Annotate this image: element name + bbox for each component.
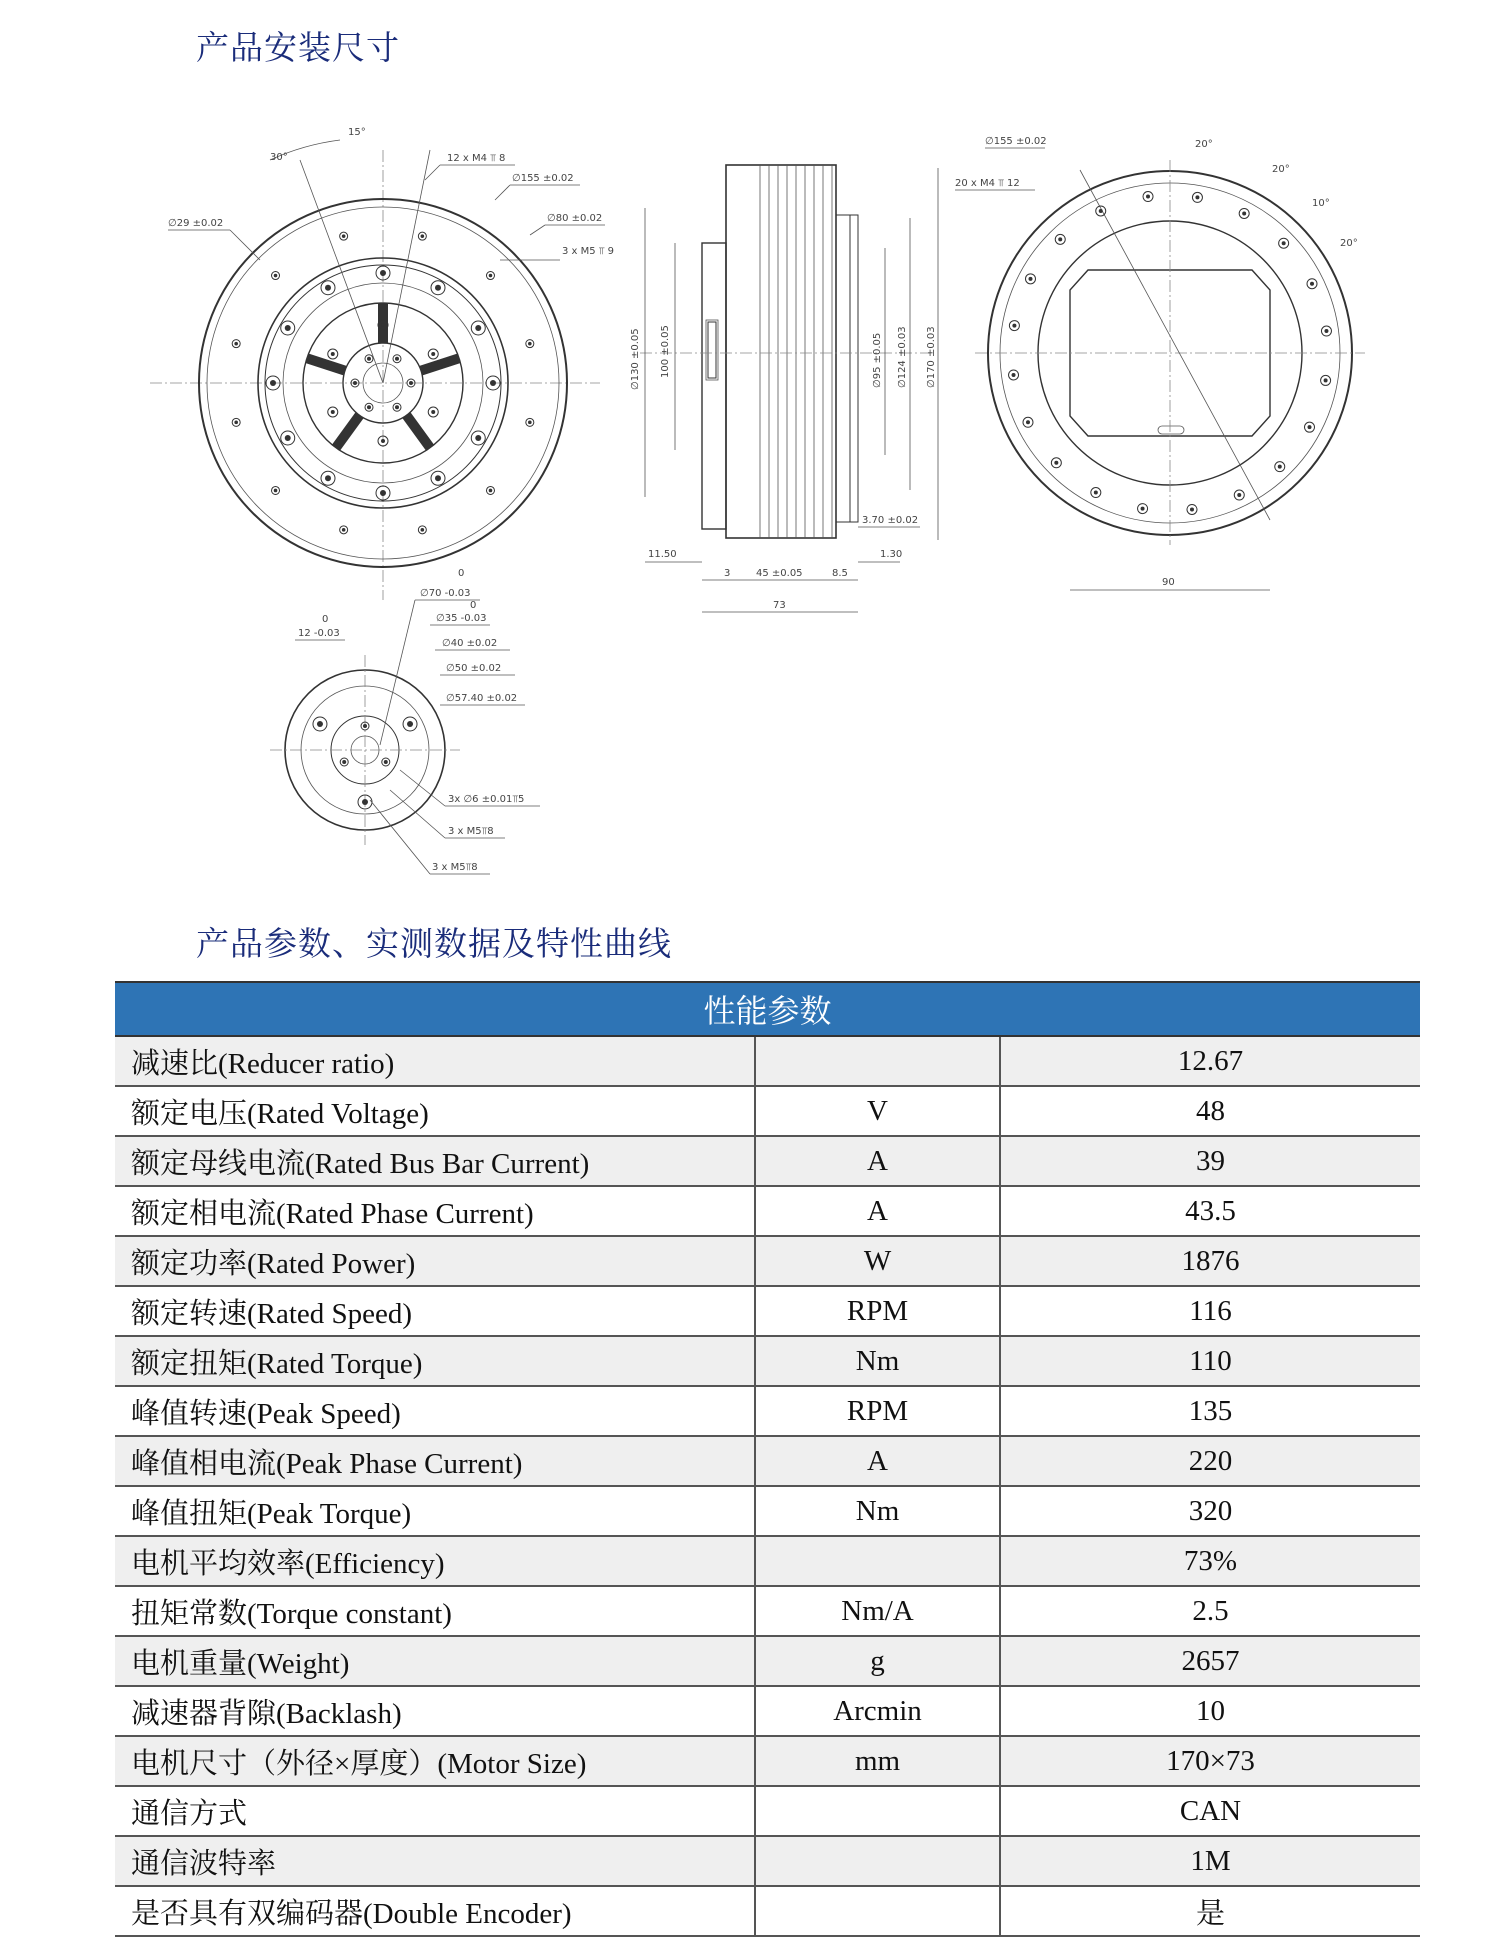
mount-hole-core: [342, 760, 346, 764]
param-name: 峰值扭矩(Peak Torque): [115, 1486, 755, 1536]
table-row: [115, 1636, 1420, 1686]
spoke: [421, 358, 459, 370]
mount-hole-core: [395, 405, 399, 409]
mount-hole-core: [381, 323, 385, 327]
back-angle-10: 10°: [1312, 198, 1330, 209]
mount-hole-core: [342, 528, 346, 532]
back-angle-20b: 20°: [1272, 164, 1290, 175]
mount-hole-core: [1278, 465, 1282, 469]
table-row: [115, 1336, 1420, 1386]
side-dim-8-5: 8.5: [832, 568, 848, 579]
mount-hole-core: [353, 381, 357, 385]
spoke: [307, 358, 345, 370]
mount-hole-core: [1282, 241, 1286, 245]
param-name: 减速比(Reducer ratio): [115, 1036, 755, 1086]
table-header: 性能参数: [115, 982, 1420, 1036]
table-row: [115, 1786, 1420, 1836]
mount-hole-core: [489, 274, 493, 278]
param-unit: RPM: [755, 1386, 1000, 1436]
param-value: 1876: [1000, 1236, 1420, 1286]
output-flange-view: [270, 568, 540, 874]
out-holes-m5b: 3 x M5⫪8: [432, 862, 478, 873]
param-value: 135: [1000, 1386, 1420, 1436]
mount-hole-core: [367, 357, 371, 361]
out-dia-57: ∅57.40 ±0.02: [446, 693, 518, 704]
table-row: [115, 1836, 1420, 1886]
param-value: 39: [1000, 1136, 1420, 1186]
back-angle-20a: 20°: [1195, 139, 1213, 150]
mount-hole-core: [367, 405, 371, 409]
mount-hole-core: [362, 799, 368, 805]
param-name: 通信波特率: [115, 1836, 755, 1886]
out-dia-70: ∅70 -0.03: [420, 588, 471, 599]
mount-hole-core: [331, 352, 335, 356]
param-name: 额定转速(Rated Speed): [115, 1286, 755, 1336]
back-view: [955, 136, 1365, 590]
mount-hole-core: [395, 357, 399, 361]
table-row: [115, 1586, 1420, 1636]
out-dia-35: ∅35 -0.03: [436, 613, 487, 624]
mount-hole-core: [1237, 493, 1241, 497]
side-dim-3-70: 3.70 ±0.02: [862, 515, 919, 526]
performance-table: [115, 981, 1420, 1937]
mount-hole-core: [1058, 237, 1062, 241]
side-dim-100: 100 ±0.05: [660, 325, 671, 378]
back-holes-m4: 20 x M4 ⫪ 12: [955, 178, 1020, 189]
mount-hole-core: [475, 325, 481, 331]
param-value: 110: [1000, 1336, 1420, 1386]
mount-hole-core: [1012, 324, 1016, 328]
mount-hole-core: [421, 528, 425, 532]
mount-hole-core: [1054, 461, 1058, 465]
front-angle-15: 15°: [348, 127, 366, 138]
install-dimensions-heading: 产品安装尺寸: [196, 28, 400, 67]
side-dim-45: 45 ±0.05: [756, 568, 803, 579]
table-row: [115, 1736, 1420, 1786]
mount-hole-core: [381, 439, 385, 443]
mount-hole-core: [1195, 195, 1199, 199]
out-dia-40: ∅40 ±0.02: [442, 638, 498, 649]
param-unit: A: [755, 1186, 1000, 1236]
mount-hole-core: [435, 285, 441, 291]
param-name: 是否具有双编码器(Double Encoder): [115, 1886, 755, 1936]
mount-hole-core: [1012, 373, 1016, 377]
param-value: 是: [1000, 1886, 1420, 1936]
mount-hole-core: [409, 381, 413, 385]
mount-hole-core: [1190, 507, 1194, 511]
mount-hole-core: [435, 475, 441, 481]
mount-hole-core: [490, 380, 496, 386]
mount-hole-core: [1310, 282, 1314, 286]
mount-hole-core: [380, 490, 386, 496]
out-tol-0c: 0: [322, 614, 329, 625]
front-dia-80: ∅80 ±0.02: [547, 213, 603, 224]
param-value: 2.5: [1000, 1586, 1420, 1636]
mount-hole-core: [1026, 420, 1030, 424]
table-row: [115, 1086, 1420, 1136]
mount-hole-core: [475, 435, 481, 441]
side-dim-1-30: 1.30: [880, 549, 903, 560]
mount-hole-core: [363, 724, 367, 728]
param-unit: mm: [755, 1736, 1000, 1786]
mount-hole-core: [234, 342, 238, 346]
mount-hole-core: [407, 721, 413, 727]
front-holes-m4: 12 x M4 ⫪ 8: [447, 153, 506, 164]
param-unit: W: [755, 1236, 1000, 1286]
table-row: [115, 1036, 1420, 1086]
out-dim-12: 12 -0.03: [298, 628, 340, 639]
param-name: 额定相电流(Rated Phase Current): [115, 1186, 755, 1236]
param-value: 320: [1000, 1486, 1420, 1536]
side-dia-124: ∅124 ±0.03: [897, 326, 908, 388]
mount-hole-core: [528, 421, 532, 425]
table-row: [115, 1186, 1420, 1236]
mount-hole-core: [317, 721, 323, 727]
table-row: [115, 1236, 1420, 1286]
side-dim-73: 73: [773, 600, 786, 611]
front-holes-m5: 3 x M5 ⫪ 9: [562, 246, 614, 257]
side-view: [630, 165, 938, 612]
mount-hole-core: [1094, 491, 1098, 495]
params-heading: 产品参数、实测数据及特性曲线: [196, 924, 672, 963]
mount-hole-core: [274, 489, 278, 493]
mount-hole-core: [421, 234, 425, 238]
param-value: 43.5: [1000, 1186, 1420, 1236]
table-row: [115, 1386, 1420, 1436]
param-name: 额定电压(Rated Voltage): [115, 1086, 755, 1136]
mount-hole-core: [431, 352, 435, 356]
param-name: 额定扭矩(Rated Torque): [115, 1336, 755, 1386]
mount-hole-core: [285, 325, 291, 331]
param-name: 额定功率(Rated Power): [115, 1236, 755, 1286]
side-dia-130: ∅130 ±0.05: [630, 328, 641, 390]
param-value: 48: [1000, 1086, 1420, 1136]
side-dim-11-50: 11.50: [648, 549, 677, 560]
mount-hole-core: [1324, 378, 1328, 382]
param-unit: Nm/A: [755, 1586, 1000, 1636]
param-value: 10: [1000, 1686, 1420, 1736]
param-value: 220: [1000, 1436, 1420, 1486]
front-angle-30: 30°: [270, 152, 288, 163]
param-unit: Nm: [755, 1336, 1000, 1386]
back-dim-90: 90: [1162, 577, 1175, 588]
front-dia-155: ∅155 ±0.02: [512, 173, 574, 184]
mount-hole-core: [528, 342, 532, 346]
side-dia-170: ∅170 ±0.03: [926, 326, 937, 388]
front-dia-29: ∅29 ±0.02: [168, 218, 224, 229]
mount-hole-core: [270, 380, 276, 386]
mount-hole-core: [274, 274, 278, 278]
mount-hole-core: [431, 410, 435, 414]
mount-hole-core: [1324, 329, 1328, 333]
mount-hole-core: [325, 475, 331, 481]
mount-hole-core: [380, 270, 386, 276]
mount-hole-core: [1028, 277, 1032, 281]
param-name: 电机尺寸（外径×厚度）(Motor Size): [115, 1736, 755, 1786]
table-row: [115, 1286, 1420, 1336]
param-value: 1M: [1000, 1836, 1420, 1886]
side-dia-95: ∅95 ±0.05: [872, 332, 883, 388]
param-name: 电机重量(Weight): [115, 1636, 755, 1686]
front-view: [150, 127, 614, 600]
side-dim-3: 3: [724, 568, 731, 579]
out-dia-50: ∅50 ±0.02: [446, 663, 502, 674]
param-unit: [755, 1036, 1000, 1086]
param-unit: [755, 1886, 1000, 1936]
table-row: [115, 1436, 1420, 1486]
param-name: 减速器背隙(Backlash): [115, 1686, 755, 1736]
out-holes-d6: 3x ∅6 ±0.01⫪5: [448, 794, 525, 805]
back-angle-20c: 20°: [1340, 238, 1358, 249]
param-value: CAN: [1000, 1786, 1420, 1836]
param-unit: [755, 1836, 1000, 1886]
param-name: 通信方式: [115, 1786, 755, 1836]
back-dia-155: ∅155 ±0.02: [985, 136, 1047, 147]
param-name: 电机平均效率(Efficiency): [115, 1536, 755, 1586]
mount-hole-core: [384, 760, 388, 764]
out-holes-m5a: 3 x M5⫪8: [448, 826, 494, 837]
table-row: [115, 1536, 1420, 1586]
param-unit: A: [755, 1136, 1000, 1186]
mount-hole-core: [1308, 425, 1312, 429]
table-row: [115, 1686, 1420, 1736]
mount-hole-core: [489, 489, 493, 493]
param-name: 峰值相电流(Peak Phase Current): [115, 1436, 755, 1486]
param-unit: [755, 1786, 1000, 1836]
mount-hole-core: [1141, 507, 1145, 511]
table-row: [115, 1136, 1420, 1186]
param-name: 扭矩常数(Torque constant): [115, 1586, 755, 1636]
mount-hole-core: [1099, 209, 1103, 213]
param-name: 峰值转速(Peak Speed): [115, 1386, 755, 1436]
param-unit: A: [755, 1436, 1000, 1486]
param-unit: Nm: [755, 1486, 1000, 1536]
mount-hole-core: [331, 410, 335, 414]
out-tol-0b: 0: [470, 600, 477, 611]
param-name: 额定母线电流(Rated Bus Bar Current): [115, 1136, 755, 1186]
mount-hole-core: [1242, 211, 1246, 215]
param-unit: Arcmin: [755, 1686, 1000, 1736]
table-row: [115, 1486, 1420, 1536]
mount-hole-core: [234, 421, 238, 425]
spoke: [336, 415, 360, 447]
technical-drawing: [0, 0, 1500, 900]
param-unit: V: [755, 1086, 1000, 1136]
param-value: 73%: [1000, 1536, 1420, 1586]
param-value: 2657: [1000, 1636, 1420, 1686]
param-unit: [755, 1536, 1000, 1586]
spoke: [407, 415, 431, 447]
param-unit: RPM: [755, 1286, 1000, 1336]
mount-hole-core: [285, 435, 291, 441]
out-tol-0a: 0: [458, 568, 465, 579]
mount-hole-core: [1146, 195, 1150, 199]
mount-hole-core: [325, 285, 331, 291]
table-row: [115, 1886, 1420, 1936]
param-value: 170×73: [1000, 1736, 1420, 1786]
param-value: 116: [1000, 1286, 1420, 1336]
param-value: 12.67: [1000, 1036, 1420, 1086]
param-unit: g: [755, 1636, 1000, 1686]
mount-hole-core: [342, 234, 346, 238]
